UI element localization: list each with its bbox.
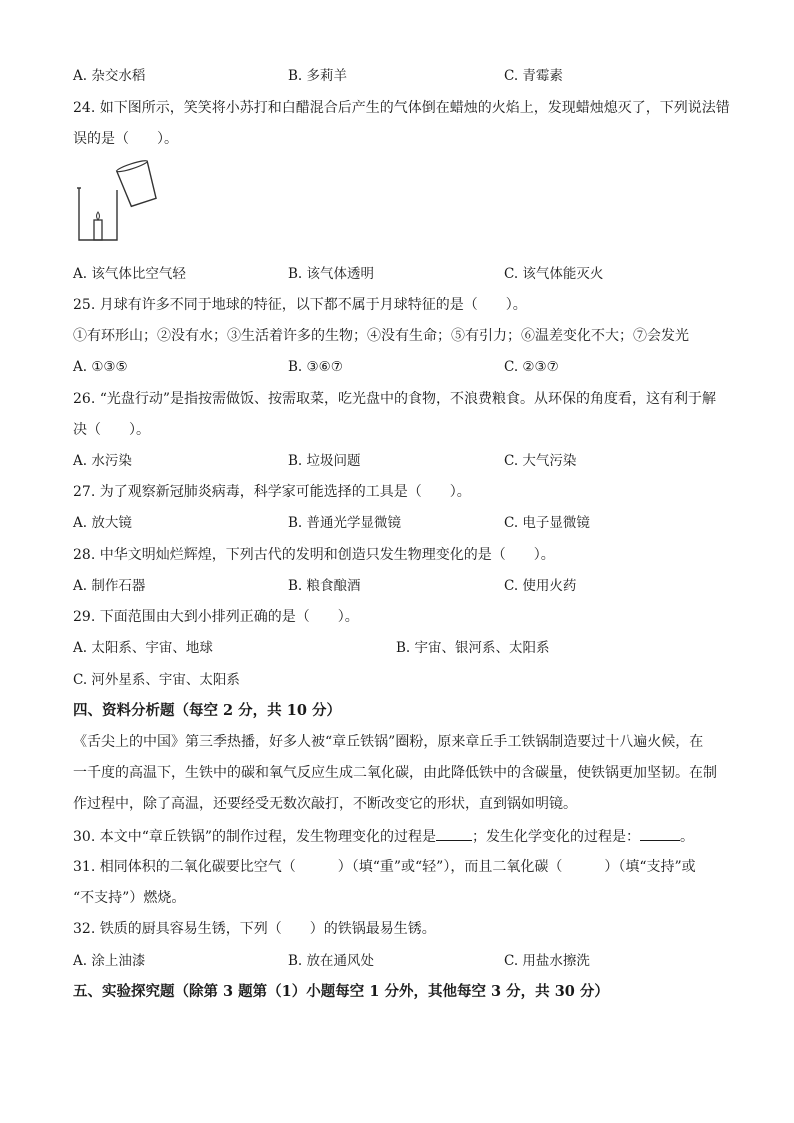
q29-option-a: A. 太阳系、宇宙、地球 <box>73 640 213 656</box>
q25-statements: ①有环形山；②没有水；③生活着许多的生物；④没有生命；⑤有引力；⑥温差变化不大；⑦会发光 <box>73 328 689 344</box>
q29-option-c: C. 河外星系、宇宙、太阳系 <box>73 672 240 688</box>
section4-passage-line1: 《舌尖上的中国》第三季热播，好多人被“章丘铁锅”圈粉，原来章丘手工铁锅制造要过十八遍火候，在 <box>73 734 704 750</box>
q23-option-c: C. 青霉素 <box>504 68 563 84</box>
q27-stem: 27. 为了观察新冠肺炎病毒，科学家可能选择的工具是（ ）。 <box>73 484 471 500</box>
q24-stem-line1: 24. 如下图所示，笑笑将小苏打和白醋混合后产生的气体倒在蜡烛的火焰上，发现蜡烛熄灭了，下列说法错 <box>73 100 730 116</box>
q30-text-part1: 30. 本文中“章丘铁锅”的制作过程，发生物理变化的过程是 <box>73 829 437 845</box>
q32-option-a: A. 涂上油漆 <box>73 953 146 969</box>
q29-option-b: B. 宇宙、银河系、太阳系 <box>396 640 550 656</box>
beaker-candle-figure <box>73 160 159 246</box>
q23-option-b: B. 多莉羊 <box>288 68 348 84</box>
section4-passage-line2: 一千度的高温下，生铁中的碳和氧气反应生成二氧化碳，由此降低铁中的含碳量，使铁锅更加坚韧。在制 <box>73 765 717 781</box>
q28-option-a: A. 制作石器 <box>73 578 146 594</box>
q27-option-a: A. 放大镜 <box>73 515 132 531</box>
q29-stem: 29. 下面范围由大到小排列正确的是（ ）。 <box>73 609 359 625</box>
q28-stem: 28. 中华文明灿烂辉煌，下列古代的发明和创造只发生物理变化的是（ ）。 <box>73 547 555 563</box>
q28-option-b: B. 粮食酿酒 <box>288 578 361 594</box>
q28-option-c: C. 使用火药 <box>504 578 577 594</box>
q24-option-a: A. 该气体比空气轻 <box>73 266 186 282</box>
q25-option-c: C. ②③⑦ <box>504 359 559 375</box>
q25-option-b: B. ③⑥⑦ <box>288 359 343 375</box>
q31-stem-line1: 31. 相同体积的二氧化碳要比空气（ ）（填“重”或“轻”），而且二氧化碳（ ）（填“支持”或 <box>73 859 696 875</box>
q32-option-b: B. 放在通风处 <box>288 953 375 969</box>
q26-option-c: C. 大气污染 <box>504 453 577 469</box>
q25-option-a: A. ①③⑤ <box>73 359 128 375</box>
q27-option-b: B. 普通光学显微镜 <box>288 515 402 531</box>
q31-stem-line2: “不支持”）燃烧。 <box>73 890 186 906</box>
q24-stem-line2: 误的是（ ）。 <box>73 131 178 147</box>
q26-stem-line1: 26. “光盘行动”是指按需做饭、按需取菜，吃光盘中的食物，不浪费粮食。从环保的角度看，这有利于解 <box>73 391 717 407</box>
q30-blank-chemical[interactable] <box>640 826 680 841</box>
q27-option-c: C. 电子显微镜 <box>504 515 590 531</box>
q30-stem <box>73 826 694 847</box>
q30-blank-physical[interactable] <box>436 826 472 841</box>
q30-text-part2: ；发生化学变化的过程是： <box>472 829 641 845</box>
q25-stem: 25. 月球有许多不同于地球的特征，以下都不属于月球特征的是（ ）。 <box>73 297 527 313</box>
section4-passage-line3: 作过程中，除了高温，还要经受无数次敲打，不断改变它的形状，直到锅如明镜。 <box>73 796 577 812</box>
section4-title: 四、资料分析题（每空 2 分，共 10 分） <box>73 702 341 719</box>
q26-option-a: A. 水污染 <box>73 453 132 469</box>
section5-title: 五、实验探究题（除第 3 题第（1）小题每空 1 分外，其他每空 3 分，共 30 分） <box>73 983 609 1000</box>
q24-option-b: B. 该气体透明 <box>288 266 375 282</box>
q30-text-part3: 。 <box>680 829 695 845</box>
q24-option-c: C. 该气体能灭火 <box>504 266 604 282</box>
q32-option-c: C. 用盐水擦洗 <box>504 953 590 969</box>
q32-stem: 32. 铁质的厨具容易生锈，下列（ ）的铁锅最易生锈。 <box>73 921 436 937</box>
q26-option-b: B. 垃圾问题 <box>288 453 361 469</box>
q23-option-a: A. 杂交水稻 <box>73 68 146 84</box>
q26-stem-line2: 决（ ）。 <box>73 422 150 438</box>
